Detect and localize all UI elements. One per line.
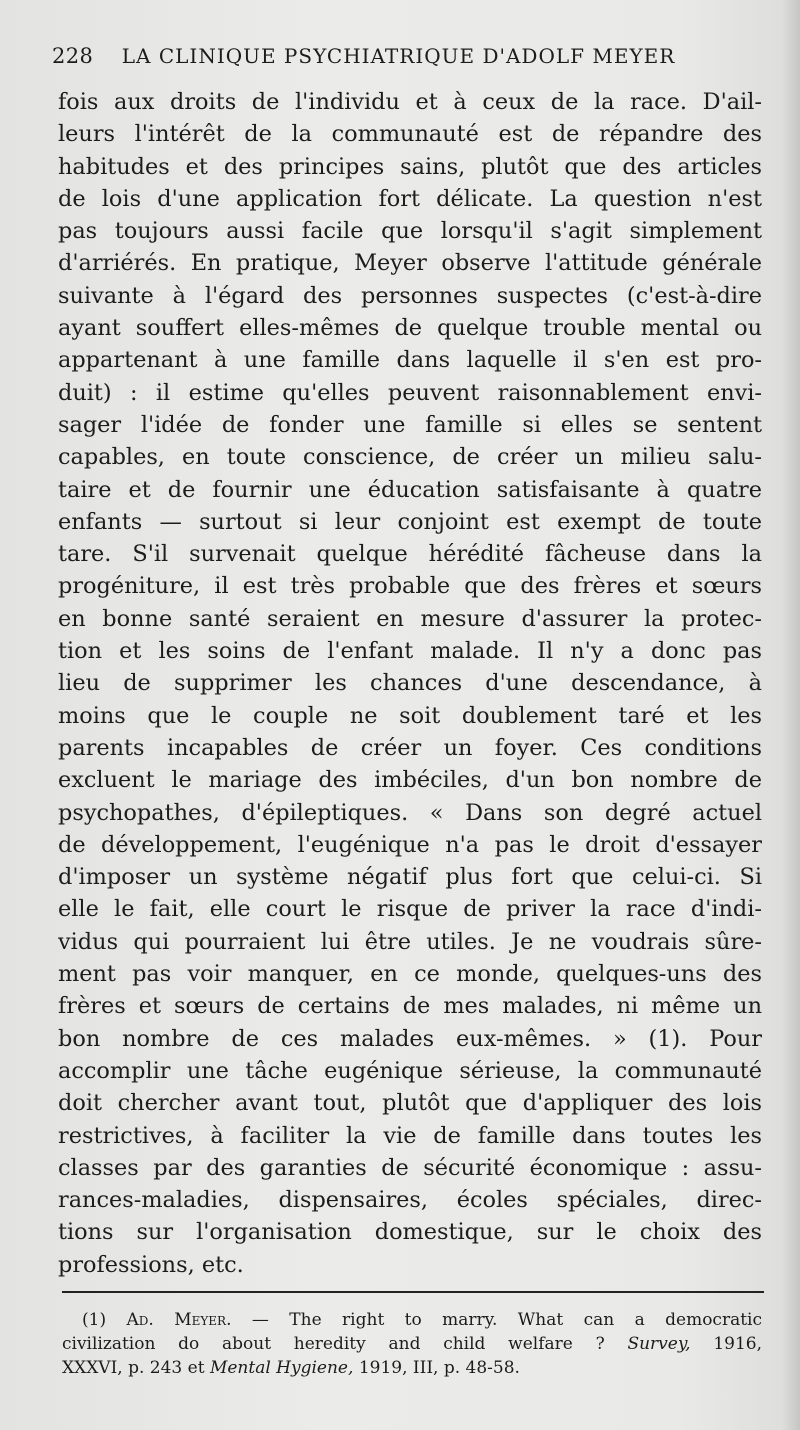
text-line: professions, etc.: [58, 1251, 244, 1278]
page-edge-shadow: [782, 0, 800, 1430]
text-line: rances-maladies, dispensaires, écoles spéciales, direc-: [58, 1187, 762, 1214]
text-line: suivante à l'égard des personnes suspectes (c'est-à-dire: [58, 282, 762, 309]
text-line: tion et les soins de l'enfant malade. Il n'y a donc pas: [58, 638, 762, 665]
footnote-marker: (1): [82, 1310, 107, 1330]
text-line: taire et de fournir une éducation satisfaisante à quatre: [58, 476, 762, 503]
footnote-author: Ad. Meyer.: [126, 1310, 232, 1330]
footnote-text-1: — The right to marry. What can a democratic: [251, 1310, 762, 1330]
text-line: enfants — surtout si leur conjoint est exempt de toute: [58, 508, 762, 535]
footnote-line-3: [62, 1356, 762, 1380]
text-line: ayant souffert elles-mêmes de quelque trouble mental ou: [58, 315, 762, 342]
text-line: progéniture, il est très probable que des frères et sœurs: [58, 573, 762, 600]
footnote-text-2c: 1916,: [713, 1334, 762, 1354]
footnote-rule: [62, 1291, 764, 1293]
text-line: en bonne santé seraient en mesure d'assurer la protec-: [58, 605, 762, 632]
text-line: frères et sœurs de certains de mes malades, ni même un: [58, 993, 762, 1020]
text-line: de développement, l'eugénique n'a pas le droit d'essayer: [58, 831, 762, 858]
footnote-text-3c: 1919, III, p. 48-58.: [358, 1358, 520, 1378]
footnote-line-2: [62, 1332, 762, 1356]
footnote-journal-mental-hygiene: Mental Hygiene,: [209, 1358, 354, 1378]
text-line: leurs l'intérêt de la communauté est de répandre des: [58, 121, 762, 148]
text-line: excluent le mariage des imbéciles, d'un bon nombre de: [58, 767, 762, 794]
running-header: [52, 44, 752, 68]
text-line: elle le fait, elle court le risque de priver la race d'indi-: [58, 896, 762, 923]
text-line: tare. S'il survenait quelque hérédité fâcheuse dans la: [58, 541, 762, 568]
footnote-text-2a: civilization do about heredity and child welfare ?: [62, 1334, 605, 1354]
body-text: [58, 86, 762, 1281]
text-line: psychopathes, d'épileptiques. « Dans son degré actuel: [58, 799, 762, 826]
text-line: bon nombre de ces malades eux-mêmes. » (1). Pour: [58, 1025, 762, 1052]
text-line: moins que le couple ne soit doublement taré et les: [58, 702, 762, 729]
text-line: de lois d'une application fort délicate. La question n'est: [58, 185, 762, 212]
text-line: ment pas voir manquer, en ce monde, quelques-uns des: [58, 961, 762, 988]
text-line: classes par des garanties de sécurité économique : assu-: [58, 1154, 762, 1181]
text-line: doit chercher avant tout, plutôt que d'appliquer des lois: [58, 1090, 762, 1117]
footnote: [62, 1308, 762, 1380]
running-title: LA CLINIQUE PSYCHIATRIQUE D'ADOLF MEYER: [121, 44, 676, 68]
text-line: d'arriérés. En pratique, Meyer observe l'attitude générale: [58, 250, 762, 277]
text-line: fois aux droits de l'individu et à ceux de la race. D'ail-: [58, 89, 762, 115]
text-line: d'imposer un système négatif plus fort que celui-ci. Si: [58, 864, 762, 891]
text-line: tions sur l'organisation domestique, sur le choix des: [58, 1219, 762, 1246]
text-line: pas toujours aussi facile que lorsqu'il s'agit simplement: [58, 218, 762, 245]
footnote-text-3a: XXXVI, p. 243 et: [62, 1358, 205, 1378]
text-line: lieu de supprimer les chances d'une descendance, à: [58, 670, 762, 697]
text-line: parents incapables de créer un foyer. Ces conditions: [58, 734, 762, 761]
footnote-line-1: [62, 1308, 762, 1332]
text-line: capables, en toute conscience, de créer un milieu salu-: [58, 444, 762, 471]
text-line: accomplir une tâche eugénique sérieuse, la communauté: [58, 1057, 762, 1084]
page-number: 228: [52, 44, 94, 68]
footnote-journal-survey: Survey,: [627, 1334, 691, 1354]
text-line: duit) : il estime qu'elles peuvent raisonnablement envi-: [58, 379, 762, 406]
text-line: sager l'idée de fonder une famille si elles se sentent: [58, 411, 762, 438]
text-line: habitudes et des principes sains, plutôt que des articles: [58, 153, 762, 180]
text-line: vidus qui pourraient lui être utiles. Je ne voudrais sûre-: [58, 928, 762, 955]
text-line: restrictives, à faciliter la vie de famille dans toutes les: [58, 1122, 762, 1149]
text-line: appartenant à une famille dans laquelle il s'en est pro-: [58, 347, 762, 374]
